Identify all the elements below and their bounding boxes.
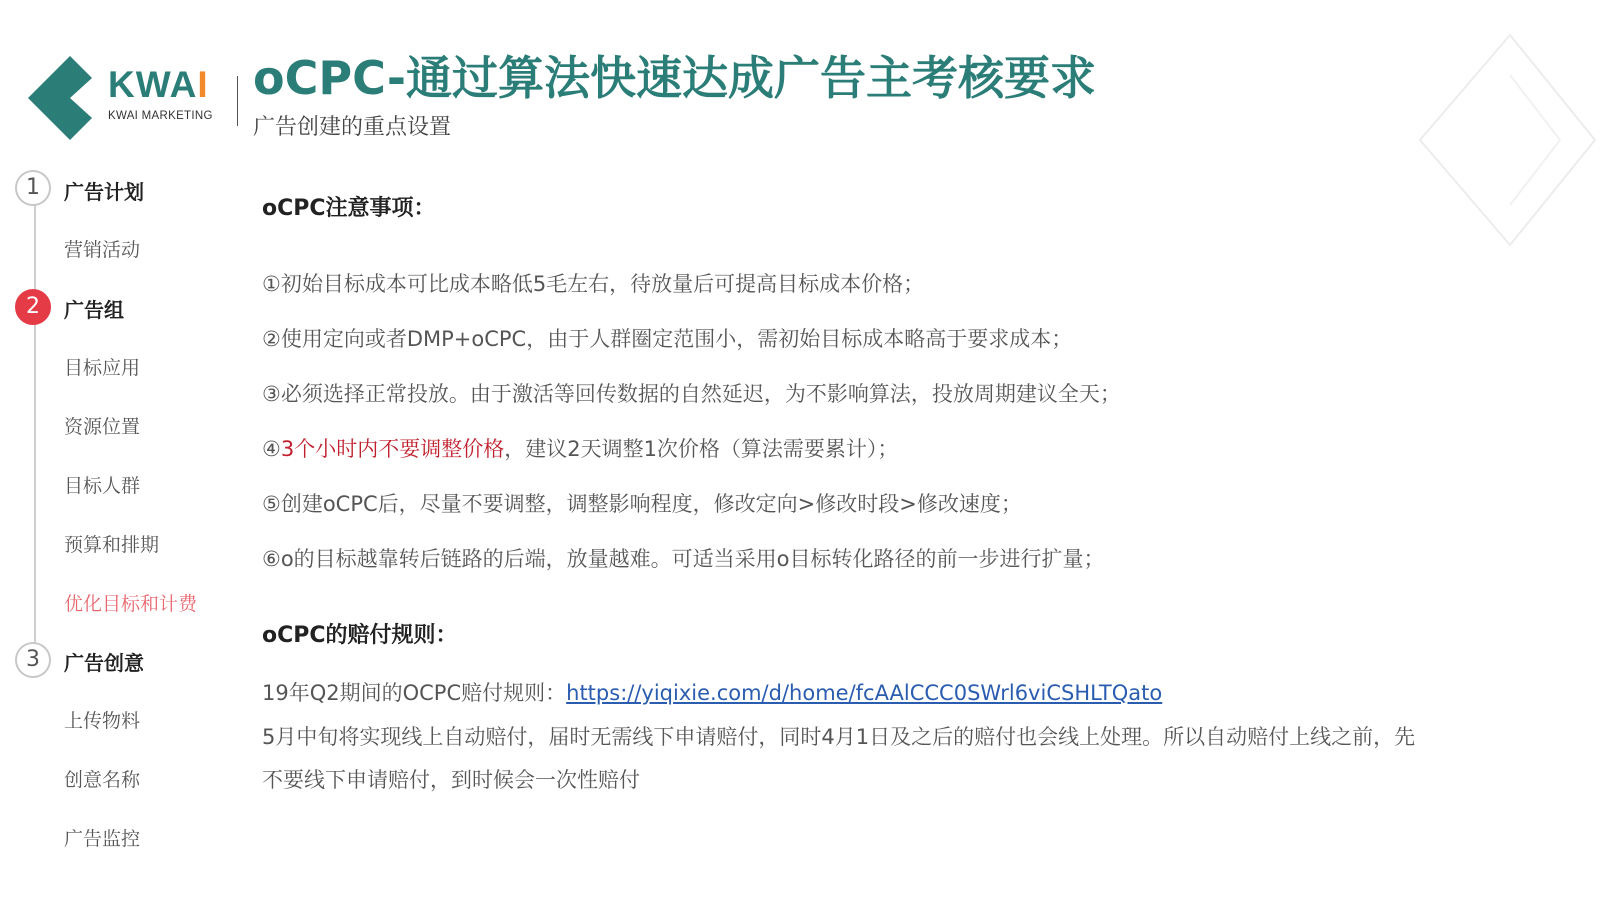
note-item-4-rest: ，建议2天调整1次价格（算法需要累计）； — [504, 437, 899, 461]
compensation-body: 5月中旬将实现线上自动赔付，届时无需线下申请赔付，同时4月1日及之后的赔付也会线上处理。所以自动赔付上线之前，先不要线下申请赔付，到时候会一次性赔付 — [262, 725, 1416, 792]
note-item-5: ⑤创建oCPC后，尽量不要调整，调整影响程度，修改定向>修改时段>修改速度； — [262, 492, 1022, 516]
sidebar-item-budget-schedule[interactable]: 预算和排期 — [64, 534, 160, 556]
header-divider — [237, 76, 238, 126]
note-item-4 — [262, 433, 898, 463]
sidebar-item-upload-material[interactable]: 上传物料 — [64, 710, 141, 732]
sidebar-item-placement[interactable]: 资源位置 — [64, 416, 141, 438]
decorative-diamond-outline — [1410, 30, 1600, 260]
brand-subline: KWAI MARKETING — [108, 110, 213, 122]
sidebar-item-target-app[interactable]: 目标应用 — [64, 357, 141, 379]
page-subtitle: 广告创建的重点设置 — [253, 115, 452, 140]
compensation-rule-line — [262, 677, 1162, 707]
sidebar-item-creative-name[interactable]: 创意名称 — [64, 769, 141, 791]
step-3-circle: 3 — [15, 642, 51, 678]
sidebar-timeline-line — [34, 192, 36, 672]
compensation-rule-link[interactable]: https://yiqixie.com/d/home/fcAAlCCC0SWrl6viCSHLTQato — [566, 681, 1163, 705]
step-1-circle: 1 — [15, 170, 51, 206]
sidebar-item-optimization-billing[interactable]: 优化目标和计费 — [64, 593, 198, 615]
brand-logo-text: KWAI — [108, 64, 209, 105]
note-item-3: ③必须选择正常投放。由于激活等回传数据的自然延迟，为不影响算法，投放周期建议全天； — [262, 382, 1121, 406]
sidebar-item-marketing-activity[interactable]: 营销活动 — [64, 239, 141, 261]
compensation-heading: oCPC的赔付规则： — [262, 623, 458, 648]
notes-heading: oCPC注意事项： — [262, 196, 436, 221]
note-item-1: ①初始目标成本可比成本略低5毛左右，待放量后可提高目标成本价格； — [262, 272, 925, 296]
sidebar-step-ad-creative[interactable]: 广告创意 — [64, 651, 144, 675]
sidebar-step-ad-plan[interactable]: 广告计划 — [64, 180, 144, 204]
sidebar-step-ad-group[interactable]: 广告组 — [64, 298, 124, 322]
note-item-6: ⑥o的目标越靠转后链路的后端，放量越难。可适当采用o目标转化路径的前一步进行扩量； — [262, 547, 1105, 571]
sidebar-item-target-audience[interactable]: 目标人群 — [64, 475, 141, 497]
step-2-circle: 2 — [15, 289, 51, 325]
note-item-2: ②使用定向或者DMP+oCPC，由于人群圈定范围小，需初始目标成本略高于要求成本； — [262, 327, 1073, 351]
compensation-rule-label: 19年Q2期间的OCPC赔付规则： — [262, 681, 567, 705]
sidebar-item-ad-monitoring[interactable]: 广告监控 — [64, 828, 141, 850]
note-item-4-prefix: ④ — [262, 437, 281, 461]
page-title: oCPC-通过算法快速达成广告主考核要求 — [253, 51, 1096, 105]
note-item-4-highlight: 3个小时内不要调整价格 — [280, 437, 505, 461]
kwai-logo-icon — [28, 56, 94, 140]
